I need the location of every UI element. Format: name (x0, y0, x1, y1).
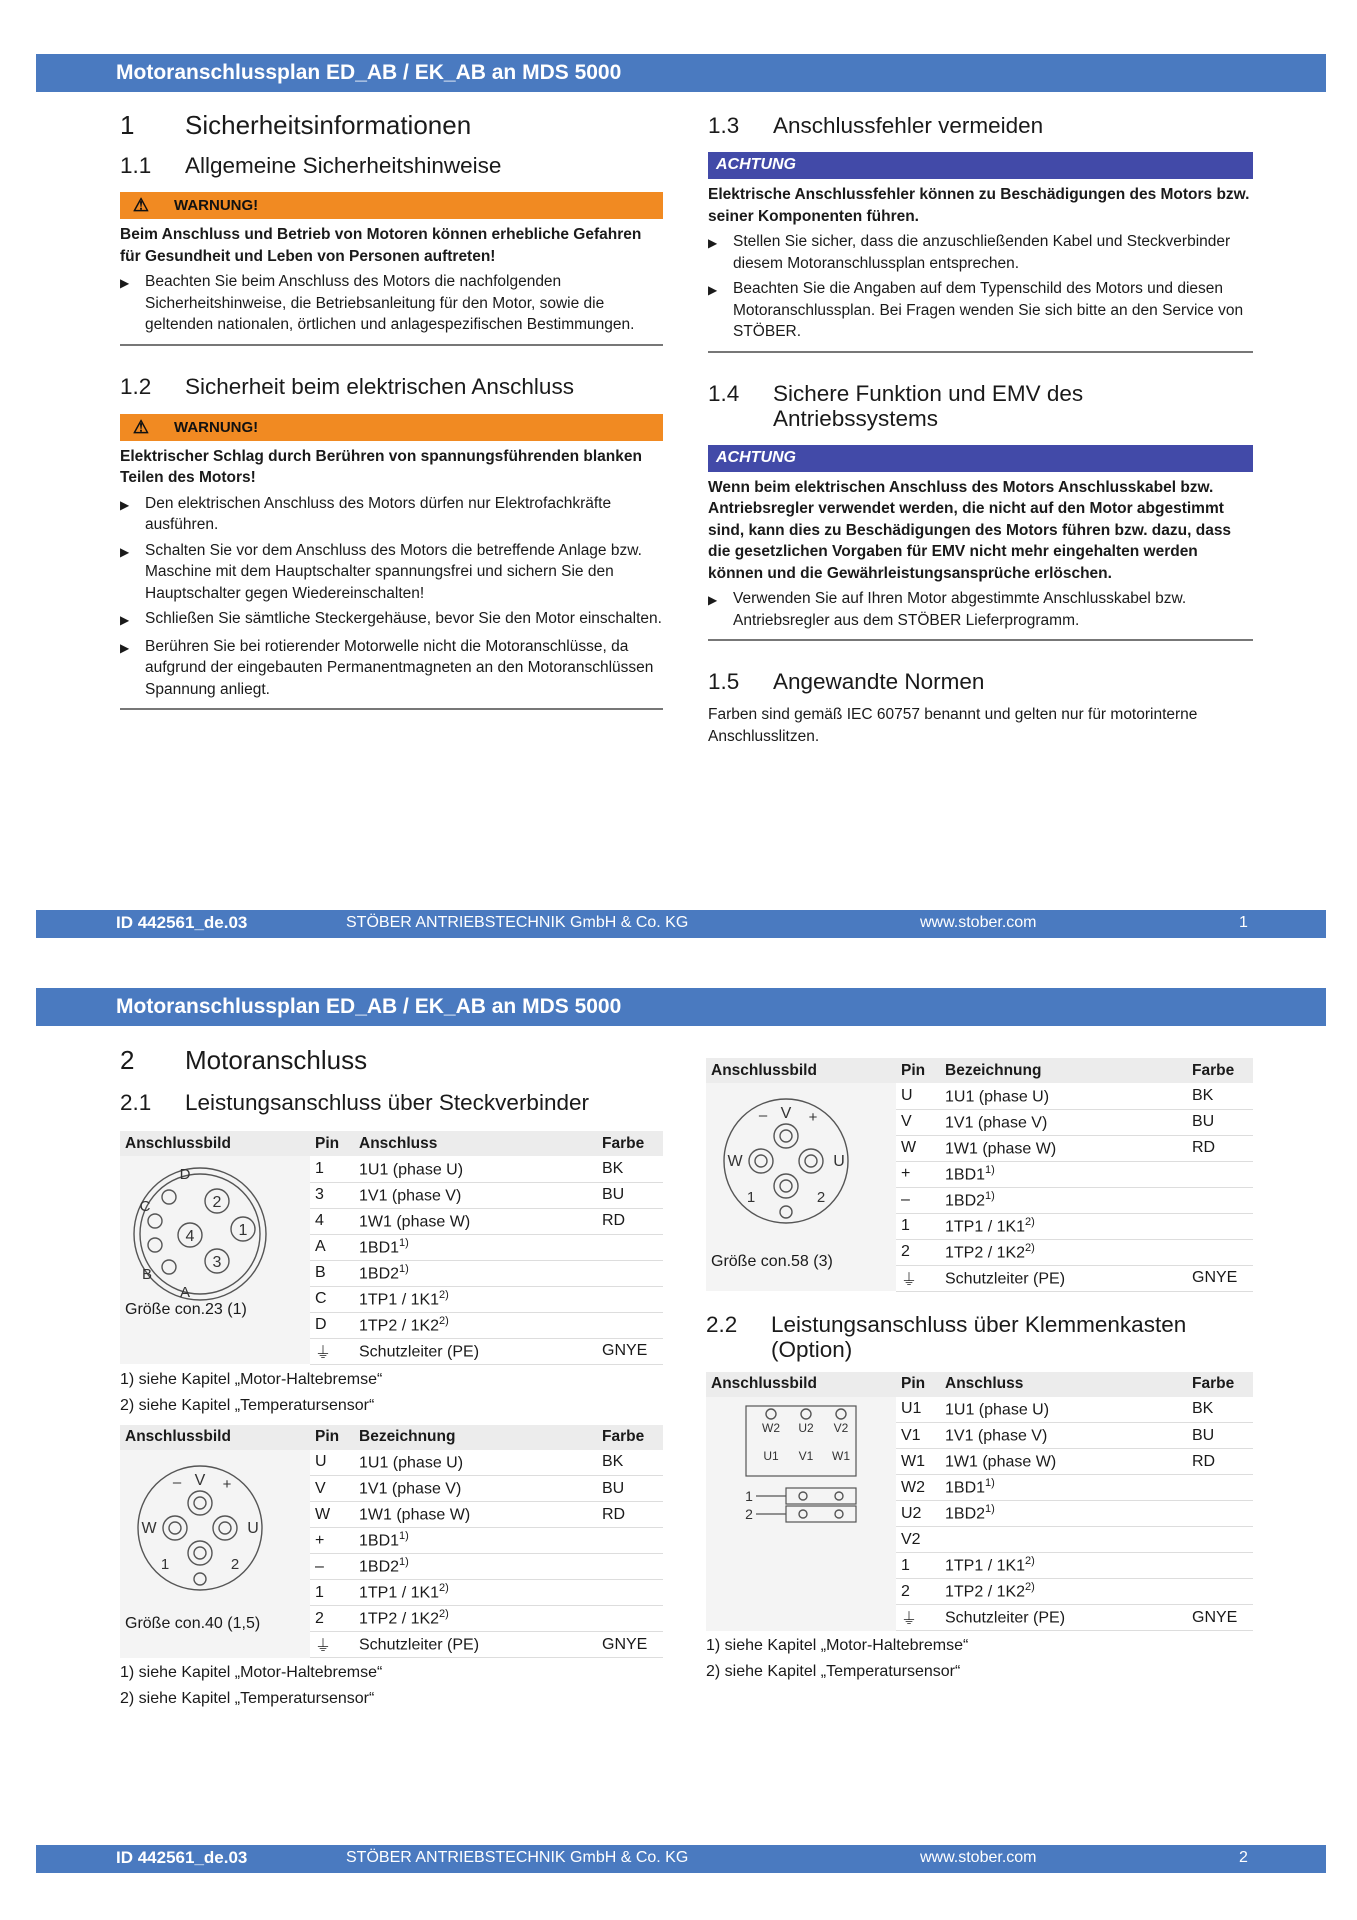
pin-label: W (141, 1519, 157, 1537)
pin-label: 2 (212, 1194, 222, 1211)
color-cell (1187, 1579, 1253, 1605)
power-pin (774, 1174, 798, 1198)
footnote-ref: 2) (1025, 1581, 1035, 1594)
pin-label: + (222, 1475, 232, 1493)
pin-cell: W2 (896, 1475, 940, 1501)
signal-pin (162, 1260, 176, 1274)
color-cell: RD (597, 1502, 663, 1528)
column-header: Anschluss (354, 1131, 597, 1156)
terminal-label: 1 (745, 1487, 753, 1504)
page-number: 1 (1239, 914, 1248, 931)
color-cell: BU (1187, 1109, 1253, 1135)
pin-table (120, 1425, 663, 1659)
color-cell (1187, 1475, 1253, 1501)
footnote-ref: 2) (439, 1582, 449, 1595)
pin-label: V (194, 1471, 206, 1489)
connection-cell: 1V1 (phase V) (940, 1109, 1187, 1135)
pin-table (120, 1131, 663, 1365)
connection-cell: 1W1 (phase W) (354, 1208, 597, 1234)
list-item: ▶ Beachten Sie beim Anschluss des Motors die nachfolgenden Sicherheitshinweise, die Betriebsanleitung für den Motor, sowie die geltenden nationalen, örtlichen und anlagespezifischen Bestimmungen. (120, 271, 663, 346)
notice-text: Elektrische Anschlussfehler können zu Beschädigungen des Motors bzw. seiner Komponenten führen. (708, 186, 1250, 225)
bullet-triangle-icon: ▶ (708, 593, 718, 607)
column-header: Pin (310, 1131, 354, 1156)
color-cell (597, 1528, 663, 1554)
color-cell: RD (1187, 1135, 1253, 1161)
power-pin-core (194, 1497, 206, 1509)
pin-cell: 1 (310, 1580, 354, 1606)
terminal-screw (799, 1492, 807, 1500)
terminal-label: 2 (745, 1505, 753, 1522)
pin-label: A (179, 1284, 191, 1301)
connection-cell: 1V1 (phase V) (354, 1476, 597, 1502)
pin-cell: C (310, 1286, 354, 1312)
color-cell (597, 1554, 663, 1580)
connection-cell: 1TP1 / 1K1$^{2)}$ (940, 1213, 1187, 1239)
connection-cell: Schutzleiter (PE) (940, 1605, 1187, 1631)
footnotes: 1) siehe Kapitel „Motor-Haltebremse“ 2) siehe Kapitel „Temperatursensor“ (706, 1637, 969, 1680)
footnotes: 1) siehe Kapitel „Motor-Haltebremse“ 2) siehe Kapitel „Temperatursensor“ (120, 1664, 383, 1707)
color-cell (1187, 1213, 1253, 1239)
power-pin-core (219, 1522, 231, 1534)
connector-image-cell (706, 1397, 896, 1631)
pin-cell: W (896, 1135, 940, 1161)
color-cell: GNYE (597, 1338, 663, 1364)
table-row (706, 1083, 1253, 1109)
pin-label: 2 (816, 1189, 826, 1206)
website-link[interactable]: www.stober.com (920, 914, 1037, 931)
pin-label: 4 (185, 1228, 195, 1245)
list-item: ▶ Den elektrischen Anschluss des Motors dürfen nur Elektrofachkräfte ausführen. (120, 493, 663, 536)
earth-pin (780, 1206, 792, 1218)
notice-banner: ACHTUNG (708, 152, 1253, 179)
connection-cell: 1TP2 / 1K2$^{2)}$ (354, 1312, 597, 1338)
connector-image-cell (706, 1083, 896, 1291)
notice-text: Wenn beim elektrischen Anschluss des Motors Anschlusskabel bzw. Antriebsregler verwendet werden, die nicht auf den Motor abgestimmt sind, kann dies zu Beschädigungen des Motors führen bzw. dazu, dass die gesetzlichen Vorgaben für EMV nicht mehr eingehalten werden können und die Gewährleistungsansprüche erlöschen. (708, 478, 1232, 582)
warning-banner: ⚠ WARNUNG! (120, 192, 663, 219)
power-pin-core (805, 1155, 817, 1167)
pin-cell: W1 (896, 1449, 940, 1475)
pin-cell: B (310, 1260, 354, 1286)
pin-label: B (141, 1266, 153, 1283)
column-header: Bezeichnung (940, 1058, 1187, 1083)
pin-cell: 2 (310, 1606, 354, 1632)
pin-label: 3 (212, 1254, 222, 1271)
connection-cell: 1TP1 / 1K1$^{2)}$ (354, 1580, 597, 1606)
bullet-triangle-icon: ▶ (120, 640, 130, 655)
column-header: Pin (896, 1372, 940, 1397)
color-cell (597, 1312, 663, 1338)
color-cell (1187, 1187, 1253, 1213)
pin-cell: V2 (896, 1527, 940, 1553)
color-cell (1187, 1527, 1253, 1553)
sensor-terminal (786, 1506, 856, 1522)
table-header-row (120, 1131, 663, 1156)
footnote-ref: 1) (985, 1503, 995, 1516)
pin-label: U (247, 1519, 259, 1537)
footnote-ref: 1) (399, 1262, 409, 1275)
power-pin-core (194, 1547, 206, 1559)
terminal-label: U2 (798, 1420, 814, 1435)
pin-label: 2 (230, 1555, 240, 1573)
section-1-4-heading: 1.4 Sichere Funktion und EMV des Antriebssystems (708, 380, 1084, 431)
pin-cell: V1 (896, 1423, 940, 1449)
list-item: ▶ Schalten Sie vor dem Anschluss des Motors die betreffende Anlage bzw. Maschine mit dem Hauptschalter spannungsfrei und sichern Sie den Hauptschalter gegen Wiedereinschalten! (120, 540, 663, 605)
color-cell: BK (1187, 1083, 1253, 1109)
pin-label: 1 (746, 1189, 756, 1206)
color-cell: RD (597, 1208, 663, 1234)
terminal-label: V1 (798, 1448, 814, 1463)
footnote-ref: 1) (985, 1477, 995, 1490)
pin-cell: A (310, 1234, 354, 1260)
connection-cell: 1TP2 / 1K2$^{2)}$ (940, 1239, 1187, 1265)
power-pin (774, 1124, 798, 1148)
connection-cell: 1W1 (phase W) (354, 1502, 597, 1528)
page2-header-bar (36, 988, 1326, 1026)
color-cell (597, 1234, 663, 1260)
table-header-row (120, 1425, 663, 1450)
power-pin (799, 1149, 823, 1173)
column-header: Pin (896, 1058, 940, 1083)
connection-cell: 1V1 (phase V) (354, 1182, 597, 1208)
connection-cell: 1U1 (phase U) (354, 1450, 597, 1476)
page1-header-bar (36, 54, 1326, 92)
signal-pin (162, 1190, 176, 1204)
connection-cell: 1U1 (phase U) (940, 1397, 1187, 1423)
column-header: Farbe (1187, 1058, 1253, 1083)
color-cell: GNYE (1187, 1605, 1253, 1631)
pin-cell: – (310, 1554, 354, 1580)
terminal-screw (801, 1409, 811, 1419)
signal-pin (148, 1238, 162, 1252)
earth-icon: ⏚ (896, 1605, 940, 1631)
connection-cell (940, 1527, 1187, 1553)
list-item: ▶ Schließen Sie sämtliche Steckergehäuse, bevor Sie den Motor einschalten. (120, 608, 663, 632)
connection-cell: 1TP2 / 1K2$^{2)}$ (940, 1579, 1187, 1605)
earth-pin (194, 1573, 206, 1585)
connector-diagram (711, 1400, 861, 1550)
signal-pin (148, 1214, 162, 1228)
page1-left-column (120, 110, 663, 714)
doc-title: Motoranschlussplan ED_AB / EK_AB an MDS 5000 (116, 61, 622, 84)
power-pin-core (755, 1155, 767, 1167)
color-cell: BK (597, 1156, 663, 1182)
bullet-triangle-icon: ▶ (708, 283, 718, 297)
column-header: Anschlussbild (120, 1425, 310, 1450)
pin-label: W (727, 1153, 743, 1170)
pin-table (706, 1058, 1253, 1292)
power-pin (749, 1149, 773, 1173)
website-link[interactable]: www.stober.com (920, 1849, 1037, 1866)
color-cell (1187, 1501, 1253, 1527)
warning-triangle-icon: ⚠ (132, 195, 150, 215)
footnote-ref: 2) (439, 1314, 449, 1327)
connection-cell: 1BD2$^{1)}$ (354, 1260, 597, 1286)
pin-cell: 1 (896, 1213, 940, 1239)
pin-cell: U (896, 1083, 940, 1109)
connection-cell: 1U1 (phase U) (354, 1156, 597, 1182)
footnote-ref: 2) (439, 1608, 449, 1621)
earth-icon: ⏚ (896, 1265, 940, 1291)
color-cell (597, 1580, 663, 1606)
connection-cell: Schutzleiter (PE) (940, 1265, 1187, 1291)
footnote-ref: 1) (985, 1189, 995, 1202)
section-1-heading: 1 Sicherheitsinformationen (120, 110, 472, 140)
column-header: Farbe (597, 1425, 663, 1450)
connector-diagram (711, 1086, 861, 1236)
terminal-label: W2 (762, 1420, 780, 1435)
color-cell: RD (1187, 1449, 1253, 1475)
table-row (120, 1450, 663, 1476)
connection-cell: 1BD2$^{1)}$ (940, 1187, 1187, 1213)
footnote-ref: 1) (985, 1163, 995, 1176)
bullet-triangle-icon: ▶ (708, 236, 718, 250)
color-cell: GNYE (597, 1632, 663, 1658)
color-cell (597, 1286, 663, 1312)
notice-banner: ACHTUNG (708, 445, 1253, 472)
pin-cell: – (896, 1187, 940, 1213)
table-header-row (706, 1058, 1253, 1083)
power-pin-core (780, 1130, 792, 1142)
column-header: Farbe (597, 1131, 663, 1156)
column-header: Anschlussbild (706, 1372, 896, 1397)
table-row (706, 1397, 1253, 1423)
column-header: Anschluss (940, 1372, 1187, 1397)
earth-icon: ⏚ (310, 1338, 354, 1364)
connection-cell: 1W1 (phase W) (940, 1449, 1187, 1475)
connection-cell: 1BD1$^{1)}$ (940, 1475, 1187, 1501)
pin-cell: W (310, 1502, 354, 1528)
bullet-triangle-icon: ▶ (120, 613, 130, 627)
power-pin (163, 1516, 187, 1540)
warning-text: Beim Anschluss und Betrieb von Motoren können erhebliche Gefahren für Gesundheit und Leben von Personen auftreten! (120, 226, 642, 265)
list-item: ▶ Stellen Sie sicher, dass die anzuschließenden Kabel und Steckverbinder diesem Motoranschlussplan entsprechen. (708, 231, 1253, 274)
table-header-row (706, 1372, 1253, 1397)
color-cell (597, 1260, 663, 1286)
sensor-terminal (786, 1488, 856, 1504)
connection-cell: Schutzleiter (PE) (354, 1338, 597, 1364)
connection-cell: 1TP1 / 1K1$^{2)}$ (354, 1286, 597, 1312)
footnote-ref: 2) (439, 1288, 449, 1301)
connection-cell: 1BD2$^{1)}$ (354, 1554, 597, 1580)
terminal-label: W1 (832, 1448, 850, 1463)
color-cell: BU (597, 1476, 663, 1502)
footnote-ref: 1) (399, 1556, 409, 1569)
pin-label: V (780, 1105, 792, 1122)
bullet-triangle-icon: ▶ (120, 497, 130, 512)
footnote-ref: 2) (1025, 1555, 1035, 1568)
terminal-screw (766, 1409, 776, 1419)
connection-cell: 1U1 (phase U) (940, 1083, 1187, 1109)
list-item: ▶ Berühren Sie bei rotierender Motorwelle nicht die Motoranschlüsse, da aufgrund der eingebauten Permanentmagneten an den Motoranschlüssen Spannung anliegt. (120, 636, 663, 711)
pin-cell: 1 (896, 1553, 940, 1579)
footnote-ref: 2) (1025, 1215, 1035, 1228)
pin-label: C (139, 1198, 151, 1215)
pin-cell: U2 (896, 1501, 940, 1527)
footnotes: 1) siehe Kapitel „Motor-Haltebremse“ 2) siehe Kapitel „Temperatursensor“ (120, 1370, 383, 1414)
bullet-triangle-icon: ▶ (120, 276, 130, 290)
pin-cell: 4 (310, 1208, 354, 1234)
connector-diagram (125, 1453, 275, 1603)
terminal-label: V2 (833, 1420, 849, 1435)
power-pin-core (780, 1180, 792, 1192)
connector-image-cell (120, 1450, 310, 1658)
power-pin (188, 1491, 212, 1515)
column-header: Farbe (1187, 1372, 1253, 1397)
warning-banner: ⚠ WARNUNG! (120, 414, 663, 441)
color-cell: BU (597, 1182, 663, 1208)
connector-size-caption: Größe con.58 (3) (711, 1253, 833, 1270)
section-2-heading: 2 Motoranschluss (120, 1045, 368, 1075)
pin-cell: 3 (310, 1182, 354, 1208)
terminal-screw (836, 1409, 846, 1419)
terminal-screw (835, 1492, 843, 1500)
pin-cell: U1 (896, 1397, 940, 1423)
connection-cell: 1TP2 / 1K2$^{2)}$ (354, 1606, 597, 1632)
connection-cell: 1BD2$^{1)}$ (940, 1501, 1187, 1527)
doc-title: Motoranschlussplan ED_AB / EK_AB an MDS 5000 (116, 995, 622, 1018)
section-1-2-heading: 1.2 Sicherheit beim elektrischen Anschluss (120, 373, 574, 399)
pin-cell: 2 (896, 1579, 940, 1605)
pin-cell: 2 (896, 1239, 940, 1265)
pin-label: + (808, 1109, 818, 1126)
page2-footer-bar: ID 442561_de.03 STÖBER ANTRIEBSTECHNIK GmbH & Co. KG www.stober.com 2 (36, 1845, 1326, 1873)
pin-cell: V (310, 1476, 354, 1502)
section-1-3-heading: 1.3 Anschlussfehler vermeiden (708, 113, 1044, 138)
column-header: Bezeichnung (354, 1425, 597, 1450)
column-header: Pin (310, 1425, 354, 1450)
pin-label: – (172, 1473, 182, 1491)
footnote-ref: 2) (1025, 1241, 1035, 1254)
power-pin (188, 1541, 212, 1565)
terminal-screw (799, 1510, 807, 1518)
paragraph: Farben sind gemäß IEC 60757 benannt und gelten nur für motorinterne Anschlusslitzen. (708, 706, 1198, 745)
list-item: ▶ Beachten Sie die Angaben auf dem Typenschild des Motors und diesen Motoranschlussplan. Bei Fragen wenden Sie sich bitte an den Service von STÖBER. (708, 278, 1253, 353)
page-number: 2 (1239, 1849, 1248, 1866)
pin-label: 1 (160, 1555, 170, 1573)
warning-text: Elektrischer Schlag durch Berühren von spannungsführenden blanken Teilen des Motors! (120, 447, 642, 486)
table-row (120, 1156, 663, 1182)
connection-cell: 1W1 (phase W) (940, 1135, 1187, 1161)
color-cell (1187, 1553, 1253, 1579)
connection-cell: 1V1 (phase V) (940, 1423, 1187, 1449)
color-cell (1187, 1161, 1253, 1187)
connector-image-cell (120, 1156, 310, 1364)
color-cell: BU (1187, 1423, 1253, 1449)
page1-right-column (708, 113, 1253, 747)
color-cell (597, 1606, 663, 1632)
section-2-2-heading: 2.2 Leistungsanschluss über Klemmenkasten (Option) (706, 1311, 1187, 1362)
pin-cell: + (896, 1161, 940, 1187)
warning-triangle-icon: ⚠ (132, 416, 150, 437)
pin-label: 1 (238, 1222, 248, 1239)
color-cell: BK (1187, 1397, 1253, 1423)
power-pin (213, 1516, 237, 1540)
page2-right-column (706, 1058, 1253, 1685)
connection-cell: 1BD1$^{1)}$ (940, 1161, 1187, 1187)
pin-label: U (833, 1153, 845, 1170)
earth-icon: ⏚ (310, 1632, 354, 1658)
terminal-label: U1 (763, 1448, 779, 1463)
bullet-triangle-icon: ▶ (120, 544, 130, 559)
color-cell: GNYE (1187, 1265, 1253, 1291)
page2-left-column (120, 1045, 663, 1712)
pin-cell: 1 (310, 1156, 354, 1182)
page1-footer-bar: ID 442561_de.03 STÖBER ANTRIEBSTECHNIK GmbH & Co. KG www.stober.com 1 (36, 910, 1326, 938)
terminal-screw (835, 1510, 843, 1518)
footnote-ref: 1) (399, 1236, 409, 1249)
connection-cell: 1BD1$^{1)}$ (354, 1234, 597, 1260)
connection-cell: 1TP1 / 1K1$^{2)}$ (940, 1553, 1187, 1579)
pin-cell: V (896, 1109, 940, 1135)
section-1-1-heading: 1.1 Allgemeine Sicherheitshinweise (120, 153, 502, 178)
pin-label: D (179, 1166, 191, 1183)
pin-cell: + (310, 1528, 354, 1554)
list-item: ▶ Verwenden Sie auf Ihren Motor abgestimmte Anschlusskabel bzw. Antriebsregler aus dem STÖBER Lieferprogramm. (708, 588, 1253, 641)
connection-cell: Schutzleiter (PE) (354, 1632, 597, 1658)
pin-table (706, 1372, 1253, 1632)
connector-size-caption: Größe con.23 (1) (125, 1301, 247, 1318)
pin-cell: U (310, 1450, 354, 1476)
column-header: Anschlussbild (120, 1131, 310, 1156)
color-cell (1187, 1239, 1253, 1265)
connector-diagram (125, 1159, 275, 1309)
connection-cell: 1BD1$^{1)}$ (354, 1528, 597, 1554)
power-pin-core (169, 1522, 181, 1534)
pin-cell: D (310, 1312, 354, 1338)
column-header: Anschlussbild (706, 1058, 896, 1083)
connector-size-caption: Größe con.40 (1,5) (125, 1614, 261, 1632)
color-cell: BK (597, 1450, 663, 1476)
footnote-ref: 1) (399, 1530, 409, 1543)
pin-label: – (758, 1107, 768, 1124)
section-1-5-heading: 1.5 Angewandte Normen (708, 669, 985, 694)
section-2-1-heading: 2.1 Leistungsanschluss über Steckverbinder (120, 1090, 589, 1115)
